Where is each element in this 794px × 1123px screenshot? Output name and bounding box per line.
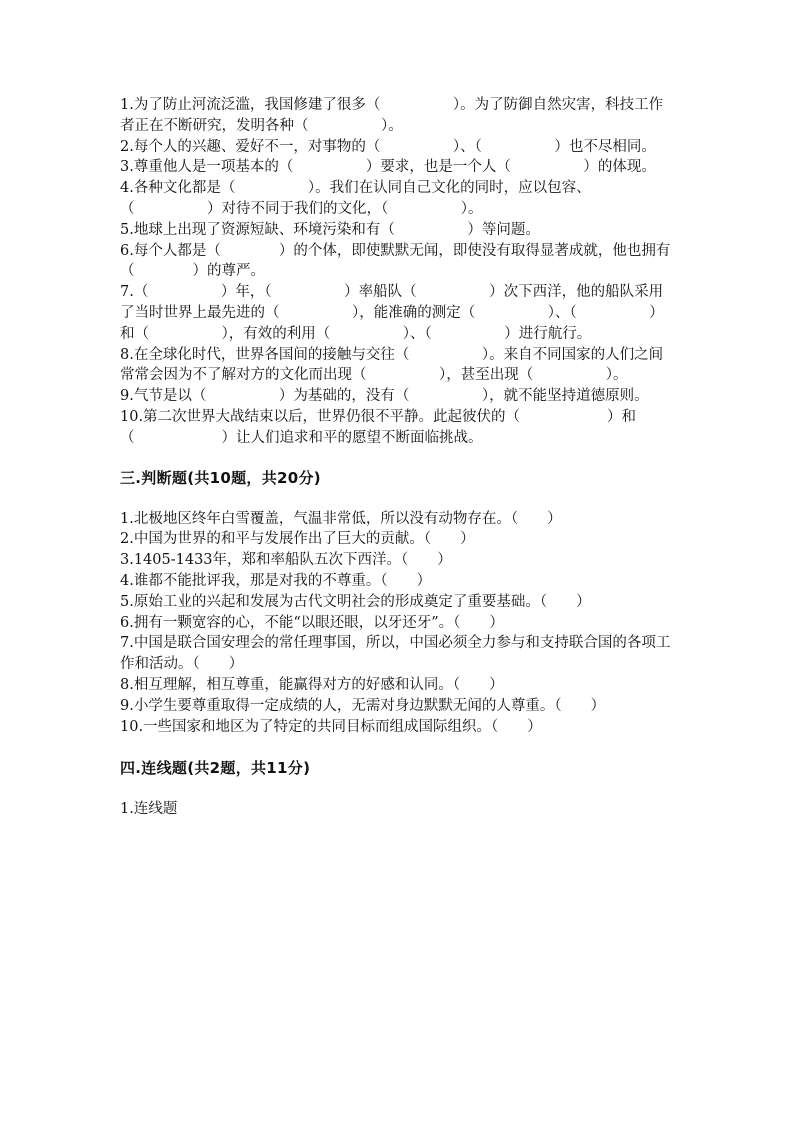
judge-question-4: 4.谁都不能批评我，那是对我的不尊重。（ ）	[120, 572, 432, 589]
section-title-judgment: 三.判断题(共10题，共20分)	[120, 468, 321, 487]
judge-question-2: 2.中国为世界的和平与发展作出了巨大的贡献。（ ）	[120, 531, 475, 548]
fill-question-8: 8.在全球化时代，世界各国间的接触与交往（ ）。来自不同国家的人们之间常常会因为不了解对方的文化而出现（ ），甚至出现（ ）。	[120, 346, 664, 384]
fill-question-9: 9.气节是以（ ）为基础的，没有（ ），就不能坚持道德原则。	[120, 388, 649, 405]
judgment-questions	[120, 509, 676, 738]
matching-questions	[120, 799, 676, 820]
fill-question-10: 10.第二次世界大战结束以后，世界仍很不平静。此起彼伏的（ ）和（ ）让人们追求和平的愿望不断面临挑战。	[120, 408, 637, 446]
judge-question-8: 8.相互理解，相互尊重，能赢得对方的好感和认同。（ ）	[120, 676, 504, 693]
fill-question-4: 4.各种文化都是（ ）。我们在认同自己文化的同时，应以包容、（ ）对待不同于我们的文化，（ ）。	[120, 180, 591, 217]
judge-question-10: 10.一些国家和地区为了特定的共同目标而组成国际组织。（ ）	[120, 718, 542, 735]
fill-question-3: 3.尊重他人是一项基本的（ ）要求，也是一个人（ ）的体现。	[120, 159, 656, 176]
match-question-1: 1.连线题	[120, 801, 178, 818]
fill-question-2: 2.每个人的兴趣、爱好不一，对事物的（ ）、（ ）也不尽相同。	[120, 138, 656, 155]
fill-question-5: 5.地球上出现了资源短缺、环境污染和有（ ）等问题。	[120, 221, 540, 238]
fill-in-blank-questions	[120, 95, 676, 449]
judge-question-3: 3.1405-1433年，郑和率船队五次下西洋。（ ）	[120, 552, 452, 569]
judge-question-1: 1.北极地区终年白雪覆盖，气温非常低，所以没有动物存在。（ ）	[120, 510, 562, 527]
fill-question-7: 7.（ ）年，（ ）率船队（ ）次下西洋，他的船队采用了当时世界上最先进的（ ），能准确的测定（ ）、（ ）和（ ），有效的利用（ ）、（ ）进行航行。	[120, 284, 664, 342]
fill-question-6: 6.每个人都是（ ）的个体，即使默默无闻，即使没有取得显著成就，他也拥有（ ）的尊严。	[120, 242, 671, 280]
section-title-matching: 四.连线题(共2题，共11分)	[120, 759, 311, 778]
judge-question-5: 5.原始工业的兴起和发展为古代文明社会的形成奠定了重要基础。（ ）	[120, 593, 591, 610]
fill-question-1: 1.为了防止河流泛滥，我国修建了很多（ ）。为了防御自然灾害，科技工作者正在不断研究，发明各种（ ）。	[120, 97, 664, 134]
judge-question-9: 9.小学生要尊重取得一定成绩的人，无需对身边默默无闻的人尊重。（ ）	[120, 697, 606, 714]
judge-question-7: 7.中国是联合国安理会的常任理事国，所以，中国必须全力参与和支持联合国的各项工作和活动。（ ）	[120, 635, 671, 673]
judge-question-6: 6.拥有一颗宽容的心，不能“以眼还眼，以牙还牙”。（ ）	[120, 614, 504, 631]
